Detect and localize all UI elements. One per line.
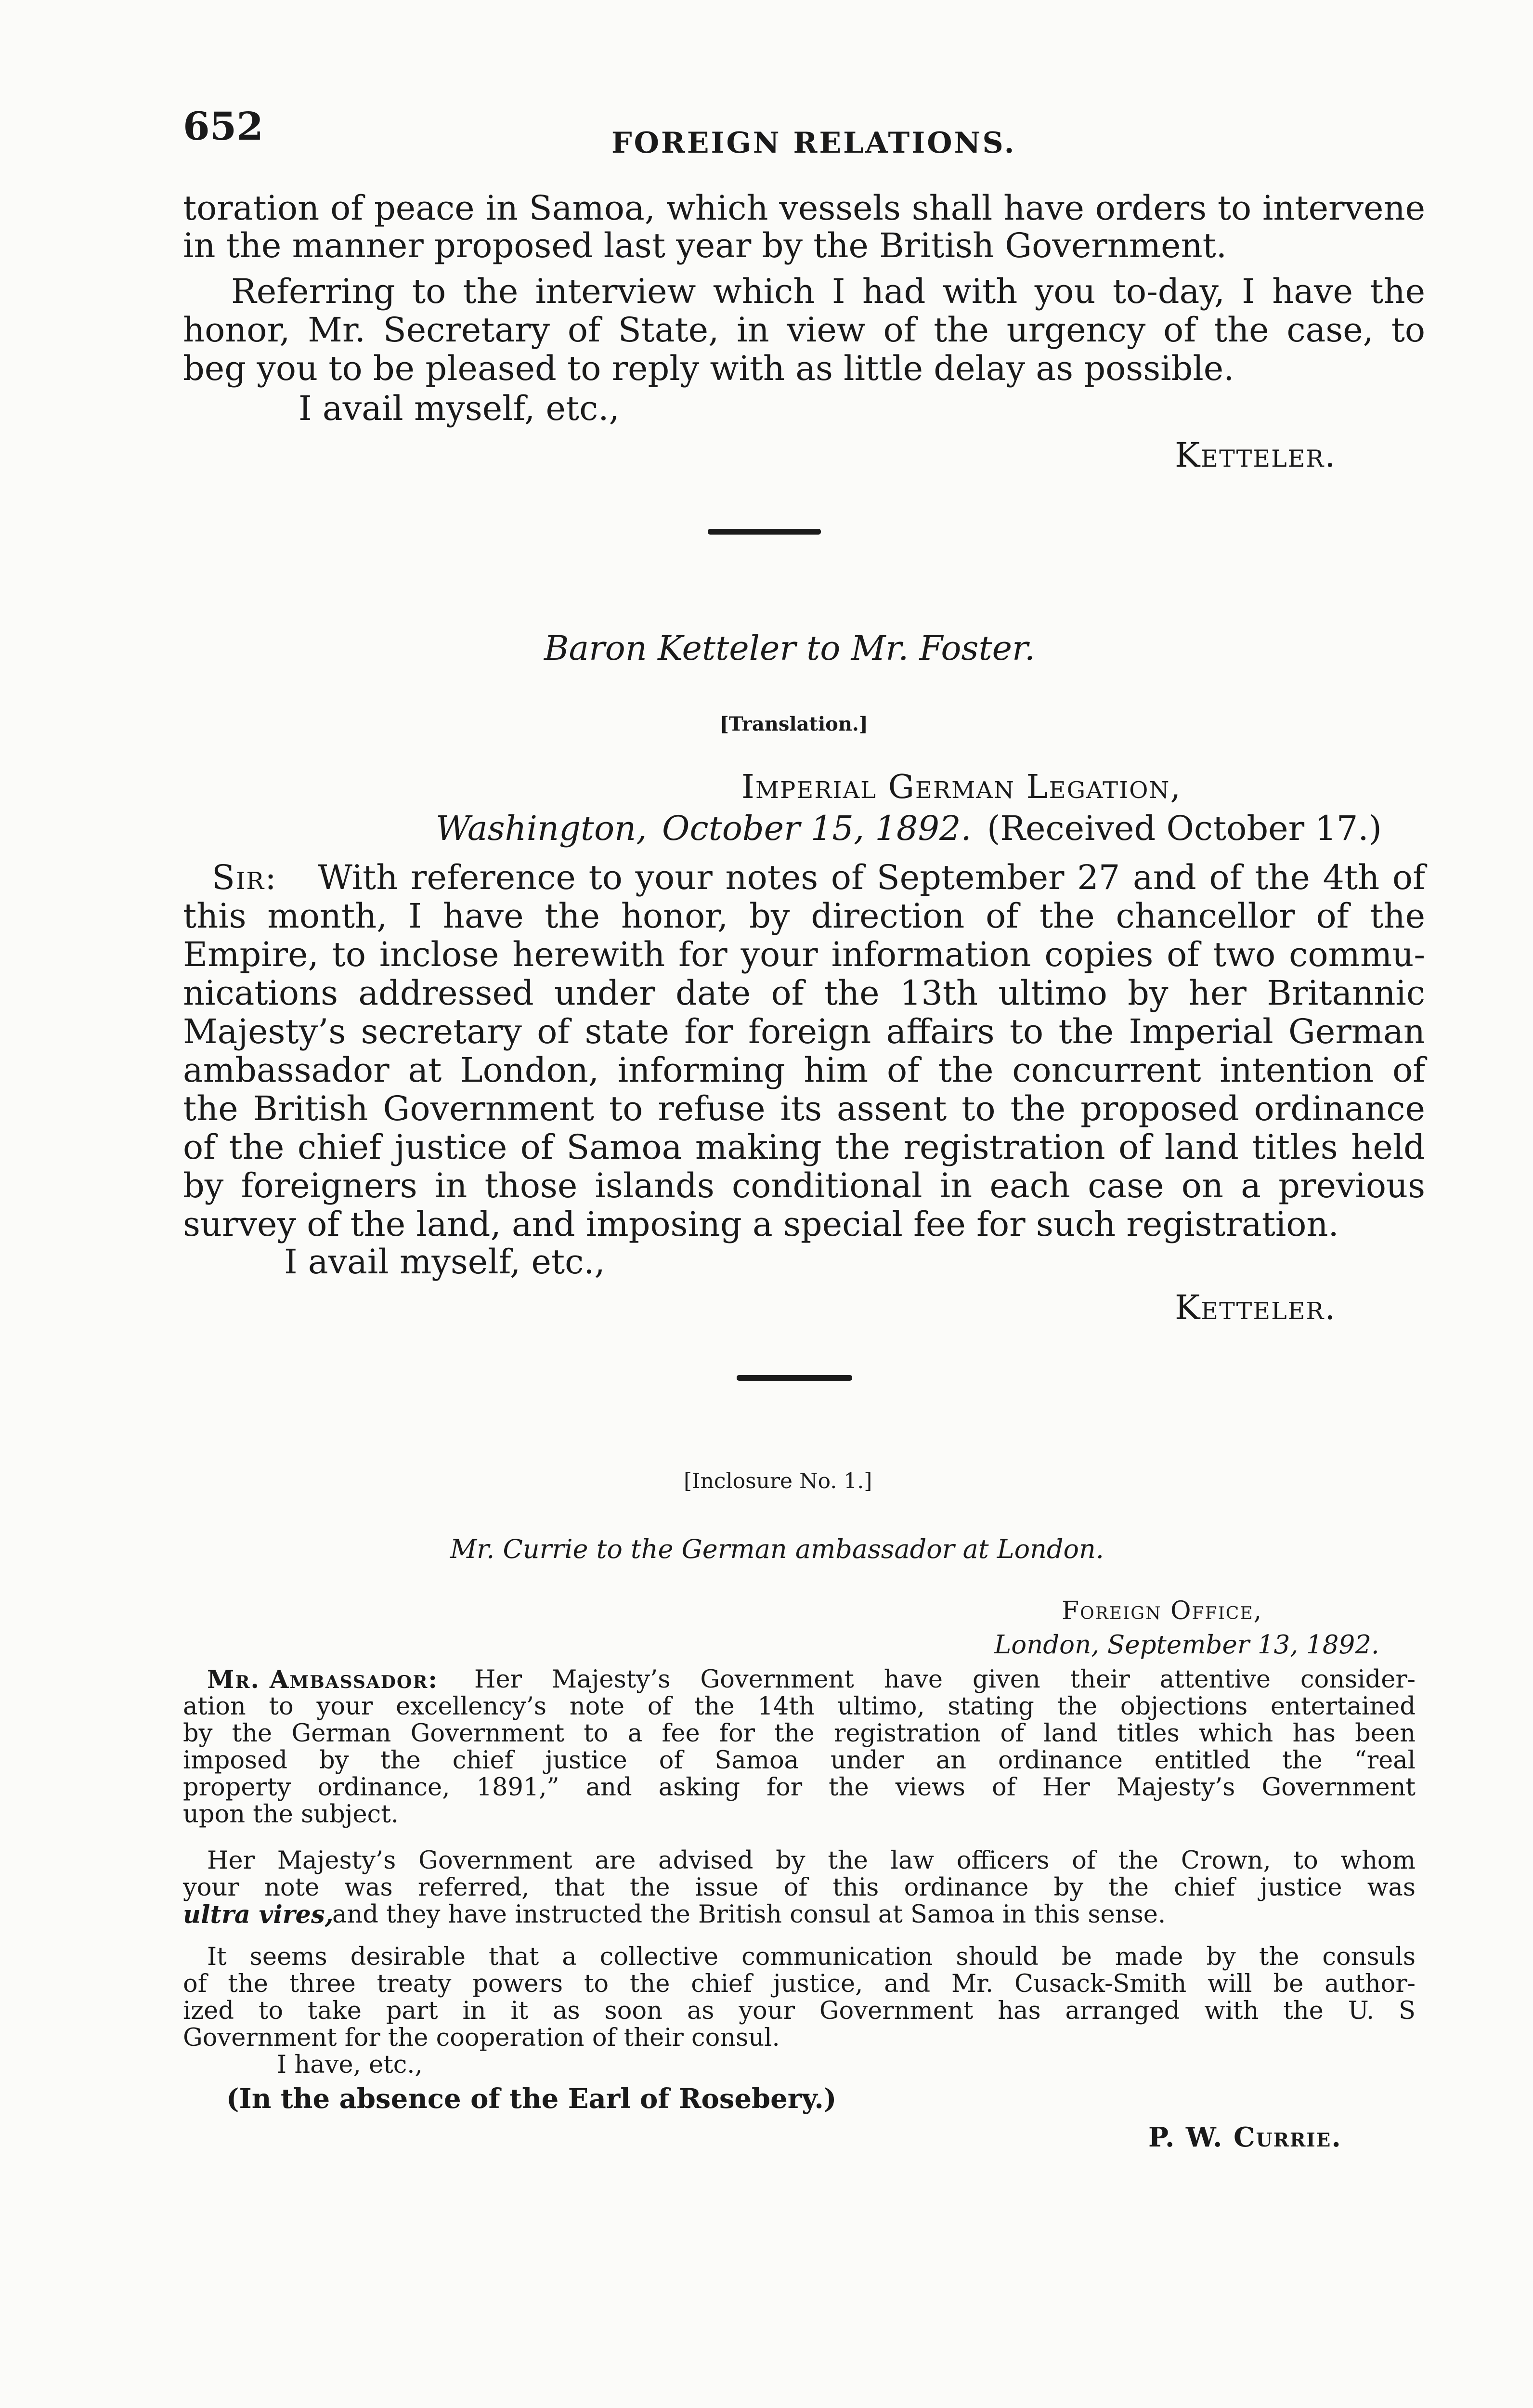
text-line: ation to your excellency’s note of the 14th ultimo, stating the objections entertained	[183, 1692, 1416, 1721]
text-line: Her Majesty’s Government have given their attentive consider-	[474, 1665, 1416, 1694]
closing: I have, etc.,	[277, 2051, 423, 2079]
running-head: FOREIGN RELATIONS.	[611, 126, 1016, 160]
text-line: by foreigners in those islands conditional in each case on a previous	[183, 1166, 1425, 1205]
text-line: ized to take part in it as soon as your Government has arranged with the U. S	[183, 1997, 1416, 2025]
text-line: of the chief justice of Samoa making the registration of land titles held	[183, 1127, 1425, 1167]
text-line: Empire, to inclose herewith for your information copies of two commu-	[183, 935, 1425, 974]
text-line: Majesty’s secretary of state for foreign affairs to the Imperial German	[183, 1012, 1425, 1051]
received-date: (Received October 17.)	[987, 809, 1382, 848]
dateline-place: Imperial German Legation,	[741, 768, 1182, 806]
dateline-place: Foreign Office,	[1062, 1597, 1263, 1625]
text-line: Government for the cooperation of their consul.	[183, 2024, 780, 2052]
text-line: It seems desirable that a collective communication should be made by the consuls	[207, 1943, 1416, 1971]
closing: I avail myself, etc.,	[299, 389, 620, 428]
salutation: Sir:	[212, 858, 277, 897]
text-line: imposed by the chief justice of Samoa under an ordinance entitled the “real	[183, 1746, 1416, 1775]
text-line: nications addressed under date of the 13th ultimo by her Britannic	[183, 973, 1425, 1013]
text-line: Her Majesty’s Government are advised by the law officers of the Crown, to whom	[207, 1846, 1416, 1875]
page-number: 652	[183, 104, 263, 149]
text-line: and they have instructed the British consul at Samoa in this sense.	[332, 1900, 1166, 1929]
text-line: of the three treaty powers to the chief justice, and Mr. Cusack-Smith will be author-	[183, 1970, 1416, 1998]
salutation: Mr. Ambassador:	[207, 1665, 439, 1694]
closing: I avail myself, etc.,	[284, 1242, 605, 1282]
text-line: the British Government to refuse its assent to the proposed ordinance	[183, 1089, 1425, 1128]
text-line: this month, I have the honor, by direction of the chancellor of the	[183, 896, 1425, 936]
signature: Ketteler.	[1175, 435, 1337, 475]
inclosure-label: [Inclosure No. 1.]	[684, 1469, 872, 1493]
letter-heading: Baron Ketteler to Mr. Foster.	[544, 628, 1036, 668]
text-line: your note was referred, that the issue of this ordinance by the chief justice was	[183, 1873, 1416, 1902]
signature: P. W. Currie.	[1148, 2121, 1342, 2153]
text-line: survey of the land, and imposing a special fee for such registration.	[183, 1204, 1339, 1244]
text-line: by the German Government to a fee for the registration of land titles which has been	[183, 1719, 1416, 1748]
dateline-date: London, September 13, 1892.	[994, 1630, 1379, 1660]
section-divider	[708, 529, 821, 535]
dateline-date: October 15, 1892.	[662, 809, 972, 848]
text-line: ambassador at London, informing him of the concurrent intention of	[183, 1050, 1425, 1090]
letter-heading: Mr. Currie to the German ambassador at London.	[450, 1534, 1104, 1564]
text-line: toration of peace in Samoa, which vessels shall have orders to intervene	[183, 188, 1425, 228]
dateline-city: Washington,	[436, 809, 647, 848]
section-divider	[737, 1375, 852, 1381]
text-line: in the manner proposed last year by the British Government.	[183, 226, 1227, 265]
text-line: beg you to be pleased to reply with as little delay as possible.	[183, 349, 1234, 388]
italic-phrase: ultra vires,	[183, 1900, 334, 1929]
signature: Ketteler.	[1175, 1288, 1337, 1327]
translation-note: [Translation.]	[720, 713, 868, 735]
text-line: Referring to the interview which I had with you to-day, I have the	[231, 272, 1425, 311]
text-line: upon the subject.	[183, 1800, 399, 1829]
text-line: With reference to your notes of September 27 and of the 4th of	[318, 858, 1425, 897]
absence-note: (In the absence of the Earl of Rosebery.)	[226, 2083, 837, 2115]
text-line: property ordinance, 1891,” and asking for the views of Her Majesty’s Government	[183, 1773, 1416, 1802]
text-line: honor, Mr. Secretary of State, in view of the urgency of the case, to	[183, 310, 1425, 350]
